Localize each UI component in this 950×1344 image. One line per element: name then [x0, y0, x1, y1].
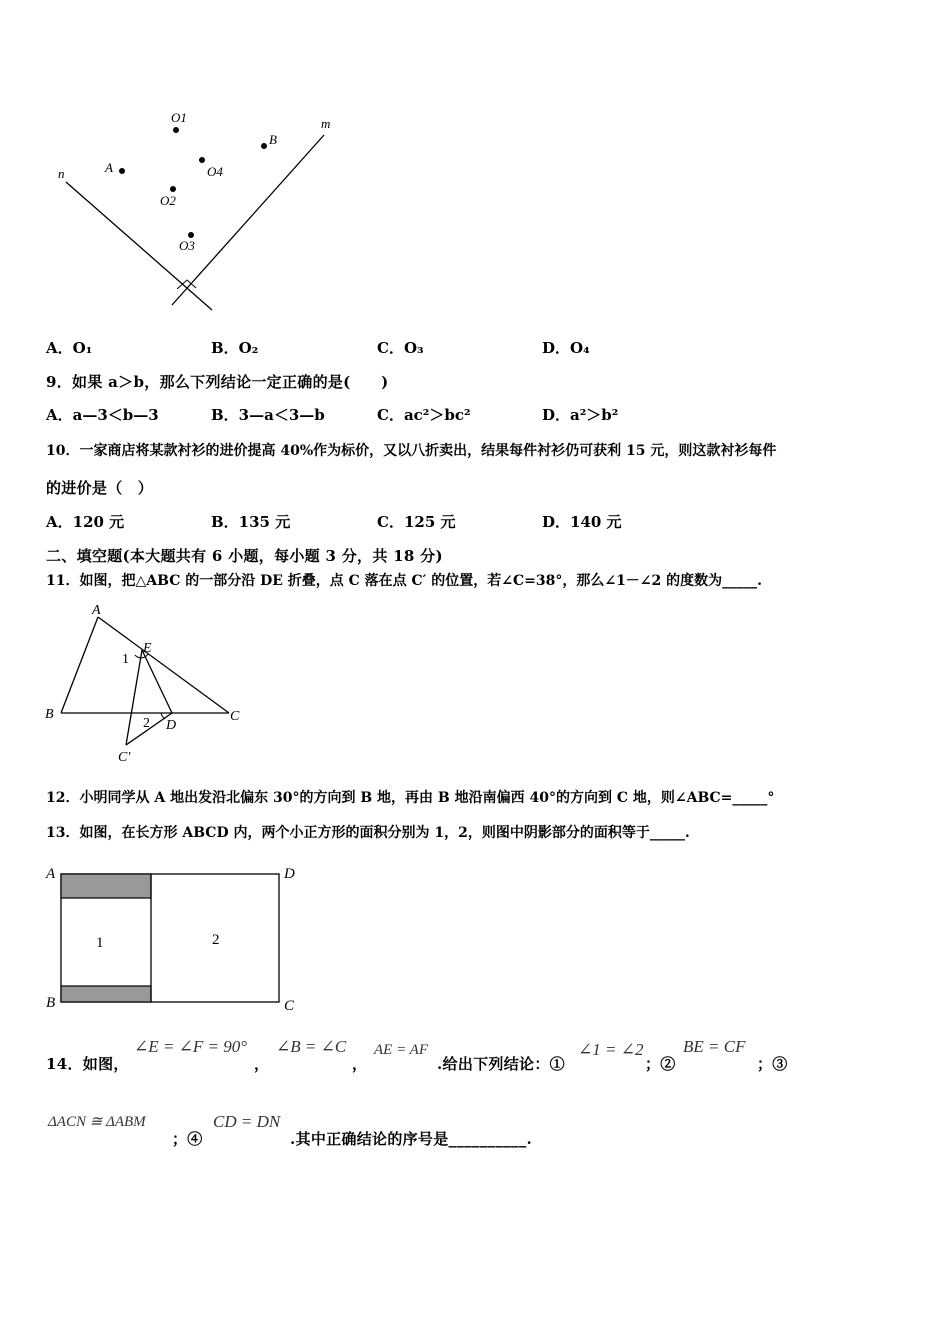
- q14-sep5: ；④: [172, 1130, 203, 1148]
- q14-math-angle-ef: ∠E = ∠F = 90°: [134, 1037, 247, 1056]
- q10-option-d[interactable]: D．140 元: [542, 513, 622, 531]
- q10-option-a[interactable]: A．120 元: [46, 513, 125, 531]
- label-c: C: [230, 709, 240, 724]
- q14-sep4: ；③: [757, 1055, 788, 1073]
- q14-end: .其中正确结论的序号是__________.: [290, 1130, 533, 1148]
- label-a: A: [105, 160, 113, 175]
- q10-stem-line1: 10．一家商店将某款衬衫的进价提高 40%作为标价，又以八折卖出，结果每件衬衫仍可获利 15 元，则这款衬衫每件: [46, 443, 777, 459]
- q14-sep2: ，: [352, 1055, 368, 1073]
- label-n: n: [58, 166, 65, 181]
- label-2: 2: [143, 716, 150, 731]
- label-b: B: [269, 132, 277, 147]
- q9-option-b[interactable]: B．3—a＜3—b: [211, 406, 325, 424]
- section-heading: 二、填空题(本大题共有 6 小题，每小题 3 分，共 18 分): [46, 547, 443, 565]
- q8-option-d[interactable]: D．O₄: [542, 339, 590, 357]
- label-c: C: [284, 998, 295, 1014]
- q11-figure: [40, 600, 260, 775]
- q14-math-cd-dn: CD = DN: [213, 1112, 281, 1131]
- q11-stem: 11．如图，把△ABC 的一部分沿 DE 折叠，点 C 落在点 C′ 的位置，若∠C=38°，那么∠1－∠2 的度数为_____.: [46, 573, 763, 589]
- label-e: E: [143, 641, 152, 656]
- label-1: 1: [96, 935, 104, 951]
- q10-stem-line2: 的进价是（ ）: [46, 479, 154, 497]
- q14-sep1: ，: [254, 1055, 270, 1073]
- q13-stem: 13．如图，在长方形 ABCD 内，两个小正方形的面积分别为 1，2，则图中阴影部分的面积等于_____.: [46, 825, 690, 841]
- label-d: D: [166, 718, 177, 733]
- q14-math-be-cf: BE = CF: [683, 1037, 746, 1056]
- q14-math-congruent: ΔACN ≅ ΔABM: [48, 1114, 146, 1130]
- label-1: 1: [122, 652, 129, 667]
- label-b: B: [45, 707, 54, 722]
- q10-option-b[interactable]: B．135 元: [211, 513, 291, 531]
- q9-option-a[interactable]: A．a—3＜b—3: [46, 406, 159, 424]
- q14-mid: .给出下列结论：①: [437, 1055, 565, 1073]
- label-o4: O4: [207, 164, 223, 179]
- q14-sep3: ；②: [645, 1055, 676, 1073]
- label-o3: O3: [179, 238, 195, 253]
- q9-option-d[interactable]: D．a²＞b²: [542, 406, 619, 424]
- q14-math-angle-12: ∠1 = ∠2: [578, 1040, 644, 1059]
- label-d: D: [284, 866, 295, 882]
- q13-figure: [40, 860, 310, 1020]
- label-b: B: [46, 995, 56, 1011]
- label-2: 2: [212, 932, 220, 948]
- q9-stem: 9．如果 a＞b，那么下列结论一定正确的是( ): [46, 373, 389, 391]
- q14-prefix: 14．如图，: [46, 1055, 129, 1073]
- label-o1: O1: [171, 110, 187, 125]
- q14-math-angle-bc: ∠B = ∠C: [276, 1037, 347, 1056]
- q9-option-c[interactable]: C．ac²＞bc²: [377, 406, 471, 424]
- label-m: m: [321, 116, 331, 131]
- q8-option-b[interactable]: B．O₂: [211, 339, 259, 357]
- q10-option-c[interactable]: C．125 元: [377, 513, 456, 531]
- q8-option-c[interactable]: C．O₃: [377, 339, 424, 357]
- q14-math-ae-af: AE = AF: [374, 1042, 429, 1058]
- label-o2: O2: [160, 193, 176, 208]
- label-a: A: [46, 866, 56, 882]
- label-a: A: [92, 603, 101, 618]
- label-c-prime: C′: [118, 750, 131, 765]
- q8-option-a[interactable]: A．O₁: [46, 339, 93, 357]
- q8-figure: [40, 100, 360, 320]
- q12-stem: 12．小明同学从 A 地出发沿北偏东 30°的方向到 B 地，再由 B 地沿南偏西 40°的方向到 C 地，则∠ABC=_____°: [46, 790, 775, 806]
